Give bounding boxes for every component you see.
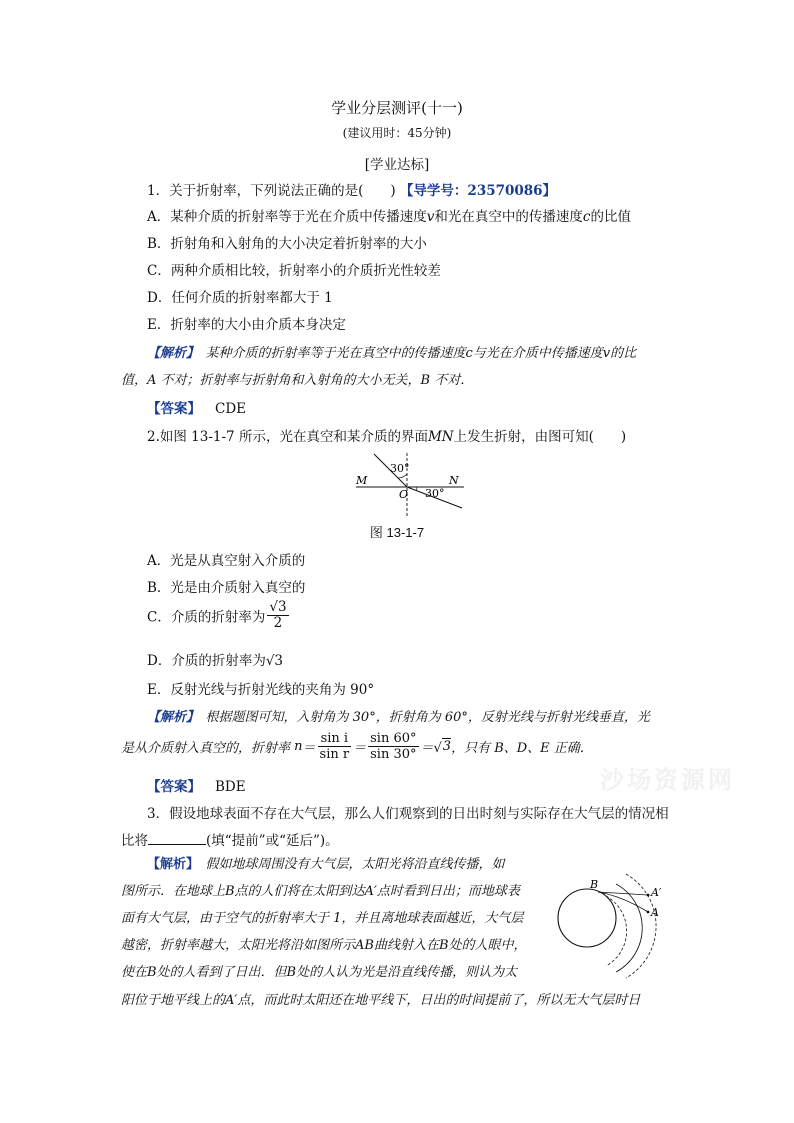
q2-option-d-text: D．介质的折射率为 xyxy=(147,653,266,669)
figure-caption: 图 13-1-7 xyxy=(369,525,425,540)
q2-explanation-line2: 是从介质射入真空的，折射率 n＝ $\frac{\text{sin i}}{\text{sin r}}$ ＝ $\frac{\sin 60^\circ}{\sin 30^\circ}$ ＝√3，只有 B、D、E 正确． xyxy=(121,731,593,762)
q3-explanation-line4: 越密，折射率越大，太阳光将沿如图所示AB曲线射入在B处的人眼中， xyxy=(121,938,527,953)
q2-explanation-label: 【解析】 xyxy=(147,710,193,725)
q3-explanation-line6: 阳位于地平线上的A′点，而此时太阳还在地平线下，日出的时间提前了，所以无大气层时日 xyxy=(121,993,641,1008)
q1-explanation-label: 【解析】 xyxy=(147,346,193,361)
page-title: 学业分层测评(十一) xyxy=(331,99,463,117)
label-a: A xyxy=(651,906,659,919)
section-heading: [学业达标] xyxy=(364,157,430,173)
q2-answer-value: BDE xyxy=(215,779,246,795)
q2-fraction-sin-i-r xyxy=(318,731,352,762)
watermark: 沙场资源网 xyxy=(600,765,735,794)
q1-option-a-c: c xyxy=(582,209,591,225)
atmosphere-diagram xyxy=(550,862,685,982)
q2-option-c-fraction xyxy=(267,600,288,631)
q3-explanation-line2: 图所示．在地球上B点的人们将在太阳到达A′点时看到日出；而地球表 xyxy=(121,884,520,899)
q2-option-c-text: C．介质的折射率为 xyxy=(147,609,266,626)
q3-explanation-line3: 面有大气层，由于空气的折射率大于 1，并且离地球表面越近，大气层 xyxy=(121,911,524,926)
q3-stem-part2a: 比将 xyxy=(121,833,148,849)
q1-answer-label: 【答案】 xyxy=(147,401,201,417)
label-a-prime: A′ xyxy=(651,886,662,899)
q2-option-c-numerator: √3 xyxy=(269,599,287,615)
q2-answer-label: 【答案】 xyxy=(147,779,201,795)
q1-stem xyxy=(147,179,556,199)
q3-explanation-text1: 假如地球周围没有大气层，太阳光将沿直线传播，如 xyxy=(192,857,505,872)
q3-explanation-line1 xyxy=(147,851,505,878)
q1-option-b: B．折射角和入射角的大小决定着折射率的大小 xyxy=(147,236,427,252)
q1-option-a xyxy=(147,205,631,225)
q2-explanation-n: n xyxy=(294,739,303,754)
q2-answer xyxy=(147,775,246,795)
q2-stem xyxy=(147,425,626,445)
q1-option-a-part2: 和光在真空中的传播速度 xyxy=(434,209,583,225)
q2-fraction-sin-60-30 xyxy=(368,731,418,762)
q2-stem-mn: MN xyxy=(427,429,454,445)
q2-stem-part1: 2.如图 13-1-7 所示，光在真空和某介质的界面 xyxy=(147,429,428,445)
q1-guide-number: 【导学号：23570086】 xyxy=(399,183,557,199)
q2-option-c-denominator: 2 xyxy=(273,615,283,631)
q2-option-b: B．光是由介质射入真空的 xyxy=(147,580,306,596)
point-a-prime xyxy=(647,894,650,897)
q2-frac2-den: sin 30° xyxy=(370,747,417,762)
q2-frac2-num: sin 60° xyxy=(370,731,417,746)
q2-frac1-den: sin r xyxy=(319,747,350,762)
q1-option-a-part1: A．某种介质的折射率等于光在介质中传播速度 xyxy=(147,209,427,225)
q2-sqrt-value: 3 xyxy=(442,739,452,754)
q3-stem-part2b: (填“提前”或“延后”)。 xyxy=(206,833,339,849)
q2-option-d-value: √3 xyxy=(265,653,284,669)
q1-answer-value: CDE xyxy=(215,401,247,417)
angle-bottom-label: 30° xyxy=(425,487,445,500)
angle-top-label: 30° xyxy=(390,462,410,475)
q1-option-a-v: v xyxy=(426,209,435,225)
q2-option-a: A．光是从真空射入介质的 xyxy=(147,553,306,569)
q1-stem-text: 1．关于折射率，下列说法正确的是( ) xyxy=(147,183,396,199)
label-b: B xyxy=(590,878,599,891)
q1-explanation-line2: 值，A 不对；折射率与折射角和入射角的大小无关，B 不对． xyxy=(121,373,474,388)
refraction-diagram xyxy=(350,450,475,518)
q1-option-c: C．两种介质相比较，折射率小的介质折光性较差 xyxy=(147,263,441,279)
atmosphere-arc-middle xyxy=(616,884,642,972)
earth-circle xyxy=(558,889,616,947)
q2-stem-part2: 上发生折射，由图可知( ) xyxy=(453,429,627,445)
q3-stem-line2 xyxy=(121,829,339,849)
q2-option-e: E．反射光线与折射光线的夹角为 90° xyxy=(147,682,375,698)
q3-explanation-line5: 使在B处的人看到了日出．但B处的人认为光是沿直线传播，则认为太 xyxy=(121,965,518,980)
label-n: N xyxy=(449,474,459,487)
q2-explanation-text2b: ，只有 B、D、E 正确． xyxy=(451,741,593,756)
q2-option-d xyxy=(147,649,283,669)
q3-stem-line1: 3．假设地球表面不存在大气层，那么人们观察到的日出时刻与实际存在大气层的情况相 xyxy=(147,806,669,822)
q2-option-c xyxy=(147,600,291,631)
q1-option-d: D．任何介质的折射率都大于 1 xyxy=(147,290,333,306)
q1-option-e: E．折射率的大小由介质本身决定 xyxy=(147,317,346,333)
atmosphere-arc-inner xyxy=(606,896,627,966)
label-m: M xyxy=(356,474,368,487)
q1-explanation-text1: 某种介质的折射率等于光在真空中的传播速度c与光在介质中传播速度v的比 xyxy=(192,346,637,361)
point-a xyxy=(647,911,650,914)
q3-answer-blank xyxy=(148,830,206,845)
q1-explanation-line1 xyxy=(147,342,636,361)
q1-option-a-part3: 的比值 xyxy=(590,209,631,225)
q2-explanation-text2a: 是从介质射入真空的，折射率 xyxy=(121,741,295,756)
q3-explanation-label: 【解析】 xyxy=(147,857,193,872)
page-subtitle: (建议用时：45分钟) xyxy=(342,126,452,140)
q2-frac1-num: sin i xyxy=(318,731,352,747)
label-o: O xyxy=(399,488,409,501)
q1-answer xyxy=(147,397,246,417)
q2-explanation-text1: 根据题图可知，入射角为 30°，折射角为 60°，反射光线与折射光线垂直，光 xyxy=(192,710,650,725)
q2-explanation-line1 xyxy=(147,706,650,725)
